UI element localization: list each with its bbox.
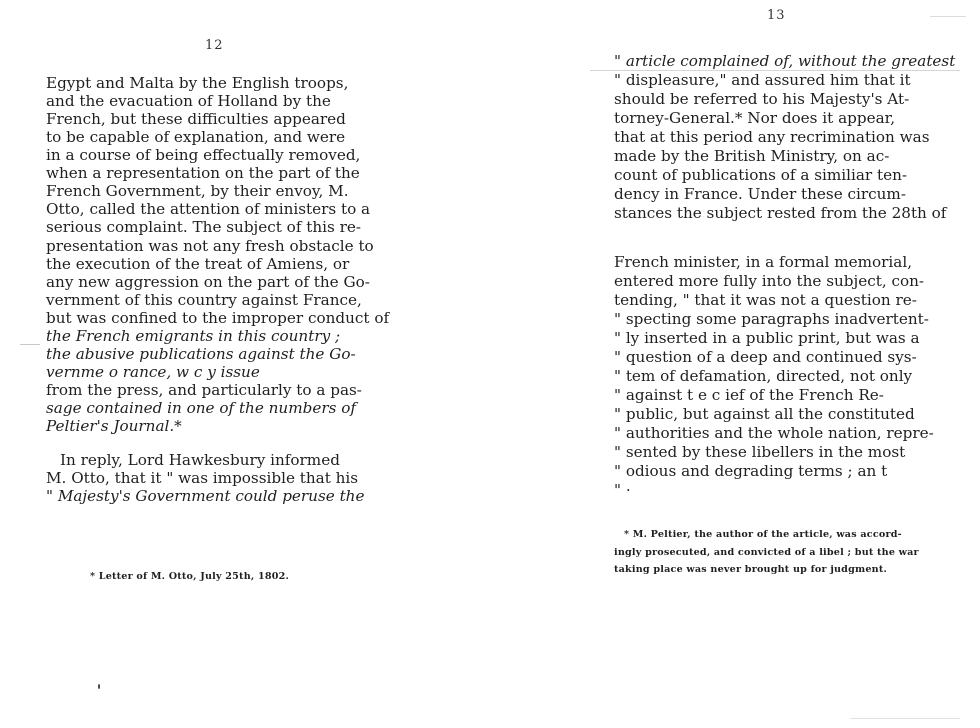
text-line: " specting some paragraphs inadvertent- [614,310,929,328]
footnote: * Letter of M. Otto, July 25th, 1802. [90,571,289,582]
text-line: to be capable of explanation, and were [46,128,346,146]
text-line: " displeasure," and assured him that it [614,71,911,89]
text-line: French Government, by their envoy, M. [46,182,349,200]
edge-rule [850,718,960,719]
footnote-line: ingly prosecuted, and convicted of a libel ; but the war [614,547,919,558]
text-line: Otto, called the attention of ministers to a [46,200,371,218]
page-number: 13 [767,8,786,23]
text-line: vernment of this country against France, [46,291,362,309]
page-number: 12 [205,38,224,53]
ink-speck [98,684,100,689]
text-line: M. Otto, that it " was impossible that his [46,469,359,487]
text-line: but was confined to the improper conduct of [46,309,390,327]
text-line: French, but these difficulties appeared [46,110,346,128]
text-line: entered more fully into the subject, con- [614,272,925,290]
text-line: made by the British Ministry, on ac- [614,147,890,165]
text-line: when a representation on the part of the [46,164,360,182]
footnote-line: taking place was never brought up for judgment. [614,564,887,575]
text-line: any new aggression on the part of the Go- [46,273,370,291]
edge-rule [930,16,966,17]
text-line: " Majesty's Government could peruse the [46,487,365,505]
text-line: and the evacuation of Holland by the [46,92,331,110]
text-line: " ly inserted in a public print, but was a [614,329,920,347]
text-line: Peltier's Journal.* [46,417,182,435]
text-line: in a course of being effectually removed, [46,146,361,164]
text-line: In reply, Lord Hawkesbury informed [60,451,340,469]
text-line: the execution of the treat of Amiens, or [46,255,350,273]
text-line: " authorities and the whole nation, repre- [614,424,934,442]
footnote-line: * M. Peltier, the author of the article, was accord- [624,529,902,540]
right-page [490,0,980,728]
text-line: " sented by these libellers in the most [614,443,906,461]
text-line: dency in France. Under these circum- [614,185,906,203]
text-line: sage contained in one of the numbers of [46,399,356,417]
text-line: " question of a deep and continued sys- [614,348,917,366]
text-line: " public, but against all the constituted [614,405,915,423]
divider [20,344,40,345]
text-line: count of publications of a similiar ten- [614,166,907,184]
text-line: tending, " that it was not a question re- [614,291,917,309]
text-line: from the press, and particularly to a pas- [46,381,362,399]
text-line: " · [614,481,631,499]
text-line: stances the subject rested from the 28th of [614,204,947,222]
text-line: French minister, in a formal memorial, [614,253,913,271]
text-line: " odious and degrading terms ; an t [614,462,888,480]
text-line: " against t e c ief of the French Re- [614,386,884,404]
text-line: vernme o rance, w c y issue [46,363,260,381]
text-line: " article complained of, without the greatest [614,52,956,70]
text-line: torney-General.* Nor does it appear, [614,109,896,127]
text-line: presentation was not any fresh obstacle to [46,237,374,255]
text-line: " tem of defamation, directed, not only [614,367,913,385]
text-line: the French emigrants in this country ; [46,327,341,345]
text-line: serious complaint. The subject of this re- [46,218,362,236]
text-line: should be referred to his Majesty's At- [614,90,910,108]
text-line: that at this period any recrimination was [614,128,930,146]
text-line: Egypt and Malta by the English troops, [46,74,349,92]
text-line: the abusive publications against the Go- [46,345,356,363]
